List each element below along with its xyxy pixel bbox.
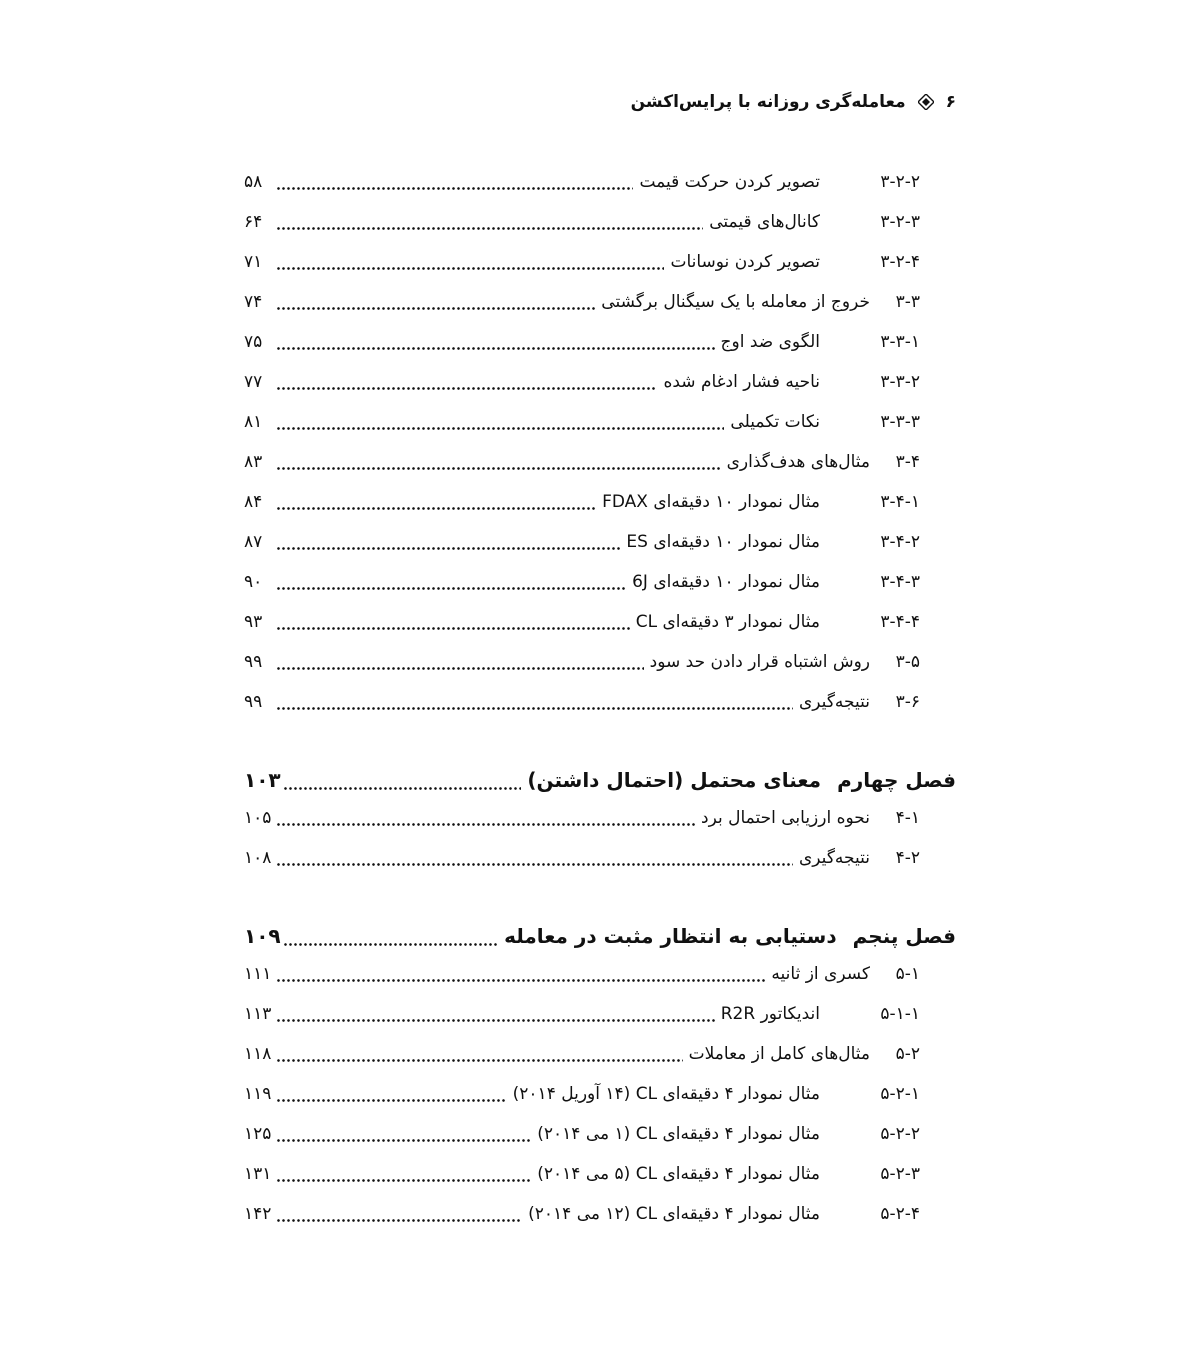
entry-title: تصویر کردن حرکت قیمت — [639, 172, 820, 192]
header-book-title: معامله‌گری روزانه با پرایس‌اکشن — [630, 92, 906, 112]
section-number: ۳-۲-۲ — [880, 172, 920, 192]
page-number: ۵۸ — [244, 172, 263, 192]
toc-entry-row — [244, 954, 960, 994]
section-number: ۳-۴-۱ — [880, 492, 920, 512]
toc-entry-row — [244, 202, 960, 242]
toc-entry-row — [244, 838, 960, 878]
page-number: ۱۰۸ — [244, 848, 272, 868]
section-number: ۴-۲ — [895, 848, 920, 868]
toc-entry-row — [244, 1034, 960, 1074]
dot-leader — [276, 838, 793, 878]
toc-entry-row — [244, 362, 960, 402]
chapter-label: فصل پنجم — [852, 924, 956, 948]
page-number: ۱۲۵ — [244, 1124, 272, 1144]
dot-leader — [276, 602, 630, 642]
dot-leader — [276, 1194, 522, 1234]
toc-entry-row — [244, 402, 960, 442]
page-number: ۱۱۸ — [244, 1044, 272, 1064]
toc-entry-row — [244, 1114, 960, 1154]
entry-title: مثال نمودار ۳ دقیقه‌ای CL — [635, 612, 820, 632]
dot-leader — [283, 760, 522, 800]
dot-leader — [276, 1034, 683, 1074]
dot-leader — [276, 442, 721, 482]
page-number: ۹۳ — [244, 612, 263, 632]
toc-entry-row — [244, 994, 960, 1034]
entry-title: معنای محتمل (احتمال داشتن) — [527, 768, 822, 792]
dot-leader — [276, 162, 633, 202]
section-number: ۳-۴ — [895, 452, 920, 472]
section-number: ۳-۲-۴ — [880, 252, 920, 272]
toc-entry-row — [244, 562, 960, 602]
section-number: ۳-۶ — [895, 692, 920, 712]
entry-title: نحوه ارزیابی احتمال برد — [701, 808, 870, 828]
entry-title: مثال‌های هدف‌گذاری — [726, 452, 870, 472]
entry-title: مثال‌های کامل از معاملات — [688, 1044, 870, 1064]
section-number: ۳-۵ — [895, 652, 920, 672]
section-number: ۵-۱-۱ — [880, 1004, 920, 1024]
toc-entry-row — [244, 522, 960, 562]
toc-entry-row — [244, 682, 960, 722]
page-number: ۸۳ — [244, 452, 263, 472]
entry-title: اندیکاتور R2R — [720, 1004, 820, 1024]
page-number: ۱۱۳ — [244, 1004, 272, 1024]
entry-title: ناحیه فشار ادغام شده — [663, 372, 820, 392]
toc-entry-row — [244, 1194, 960, 1234]
toc-chapter-row — [244, 760, 960, 800]
toc-entry-row — [244, 322, 960, 362]
entry-title: کسری از ثانیه — [771, 964, 870, 984]
section-number: ۳-۳ — [895, 292, 920, 312]
page-number: ۷۵ — [244, 332, 263, 352]
dot-leader — [276, 242, 664, 282]
entry-title: نتیجه‌گیری — [799, 848, 870, 868]
dot-leader — [276, 1074, 507, 1114]
page-number: ۱۳۱ — [244, 1164, 272, 1184]
dot-leader — [276, 954, 765, 994]
section-number: ۳-۳-۱ — [880, 332, 920, 352]
section-number: ۳-۳-۳ — [880, 412, 920, 432]
diamond-ornament-icon — [918, 94, 934, 110]
entry-title: الگوی ضد اوج — [720, 332, 820, 352]
page-number: ۱۰۳ — [244, 768, 281, 792]
section-number: ۵-۱ — [895, 964, 920, 984]
page-number: ۹۹ — [244, 652, 263, 672]
dot-leader — [276, 322, 715, 362]
section-number: ۵-۲-۲ — [880, 1124, 920, 1144]
dot-leader — [276, 402, 724, 442]
section-number: ۵-۲-۳ — [880, 1164, 920, 1184]
page-number: ۱۱۱ — [244, 964, 272, 984]
running-header — [631, 92, 956, 112]
dot-leader — [276, 362, 657, 402]
toc-entry-row — [244, 282, 960, 322]
section-number: ۵-۲-۱ — [880, 1084, 920, 1104]
page-number: ۸۱ — [244, 412, 263, 432]
entry-title: مثال نمودار ۱۰ دقیقه‌ای 6J — [632, 572, 820, 592]
entry-title: مثال نمودار ۴ دقیقه‌ای CL (۱ می ۲۰۱۴) — [537, 1124, 820, 1144]
section-number: ۳-۴-۲ — [880, 532, 920, 552]
entry-title: روش اشتباه قرار دادن حد سود — [649, 652, 870, 672]
dot-leader — [276, 994, 715, 1034]
dot-leader — [276, 642, 644, 682]
section-number: ۳-۲-۳ — [880, 212, 920, 232]
entry-title: نتیجه‌گیری — [799, 692, 870, 712]
section-number: ۴-۱ — [895, 808, 920, 828]
entry-title: مثال نمودار ۱۰ دقیقه‌ای FDAX — [602, 492, 820, 512]
page-number: ۸۷ — [244, 532, 263, 552]
page-number: ۱۰۹ — [244, 924, 281, 948]
toc-entry-row — [244, 1154, 960, 1194]
dot-leader — [276, 1154, 531, 1194]
page-number: ۷۴ — [244, 292, 263, 312]
entry-title: دستیابی به انتظار مثبت در معامله — [504, 924, 837, 948]
section-number: ۳-۴-۴ — [880, 612, 920, 632]
page-number: ۱۰۵ — [244, 808, 272, 828]
toc-entry-row — [244, 242, 960, 282]
entry-title: خروج از معامله با یک سیگنال برگشتی — [601, 292, 870, 312]
dot-leader — [276, 202, 703, 242]
page-number: ۶۴ — [244, 212, 263, 232]
toc-entry-row — [244, 482, 960, 522]
header-page-number: ۶ — [945, 92, 956, 112]
dot-leader — [283, 916, 498, 956]
dot-leader — [276, 482, 596, 522]
toc-entry-row — [244, 1074, 960, 1114]
page-number: ۸۴ — [244, 492, 263, 512]
page-number: ۱۱۹ — [244, 1084, 272, 1104]
entry-title: تصویر کردن نوسانات — [670, 252, 820, 272]
entry-title: مثال نمودار ۱۰ دقیقه‌ای ES — [626, 532, 820, 552]
entry-title: نکات تکمیلی — [730, 412, 820, 432]
entry-title: مثال نمودار ۴ دقیقه‌ای CL (۱۴ آوریل ۲۰۱۴) — [512, 1084, 820, 1104]
page-number: ۷۷ — [244, 372, 263, 392]
chapter-label: فصل چهارم — [837, 768, 956, 792]
dot-leader — [276, 282, 595, 322]
entry-title: کانال‌های قیمتی — [709, 212, 820, 232]
dot-leader — [276, 798, 695, 838]
page-number: ۷۱ — [244, 252, 263, 272]
entry-title: مثال نمودار ۴ دقیقه‌ای CL (۵ می ۲۰۱۴) — [537, 1164, 820, 1184]
dot-leader — [276, 562, 626, 602]
dot-leader — [276, 682, 793, 722]
toc-entry-row — [244, 162, 960, 202]
page-number: ۱۴۲ — [244, 1204, 272, 1224]
section-number: ۵-۲ — [895, 1044, 920, 1064]
toc-entry-row — [244, 442, 960, 482]
toc-entry-row — [244, 602, 960, 642]
section-number: ۵-۲-۴ — [880, 1204, 920, 1224]
page-number: ۹۹ — [244, 692, 263, 712]
toc-entry-row — [244, 642, 960, 682]
toc-entry-row — [244, 798, 960, 838]
dot-leader — [276, 522, 620, 562]
page-number: ۹۰ — [244, 572, 263, 592]
section-number: ۳-۴-۳ — [880, 572, 920, 592]
section-number: ۳-۳-۲ — [880, 372, 920, 392]
toc-chapter-row — [244, 916, 960, 956]
dot-leader — [276, 1114, 531, 1154]
entry-title: مثال نمودار ۴ دقیقه‌ای CL (۱۲ می ۲۰۱۴) — [528, 1204, 820, 1224]
